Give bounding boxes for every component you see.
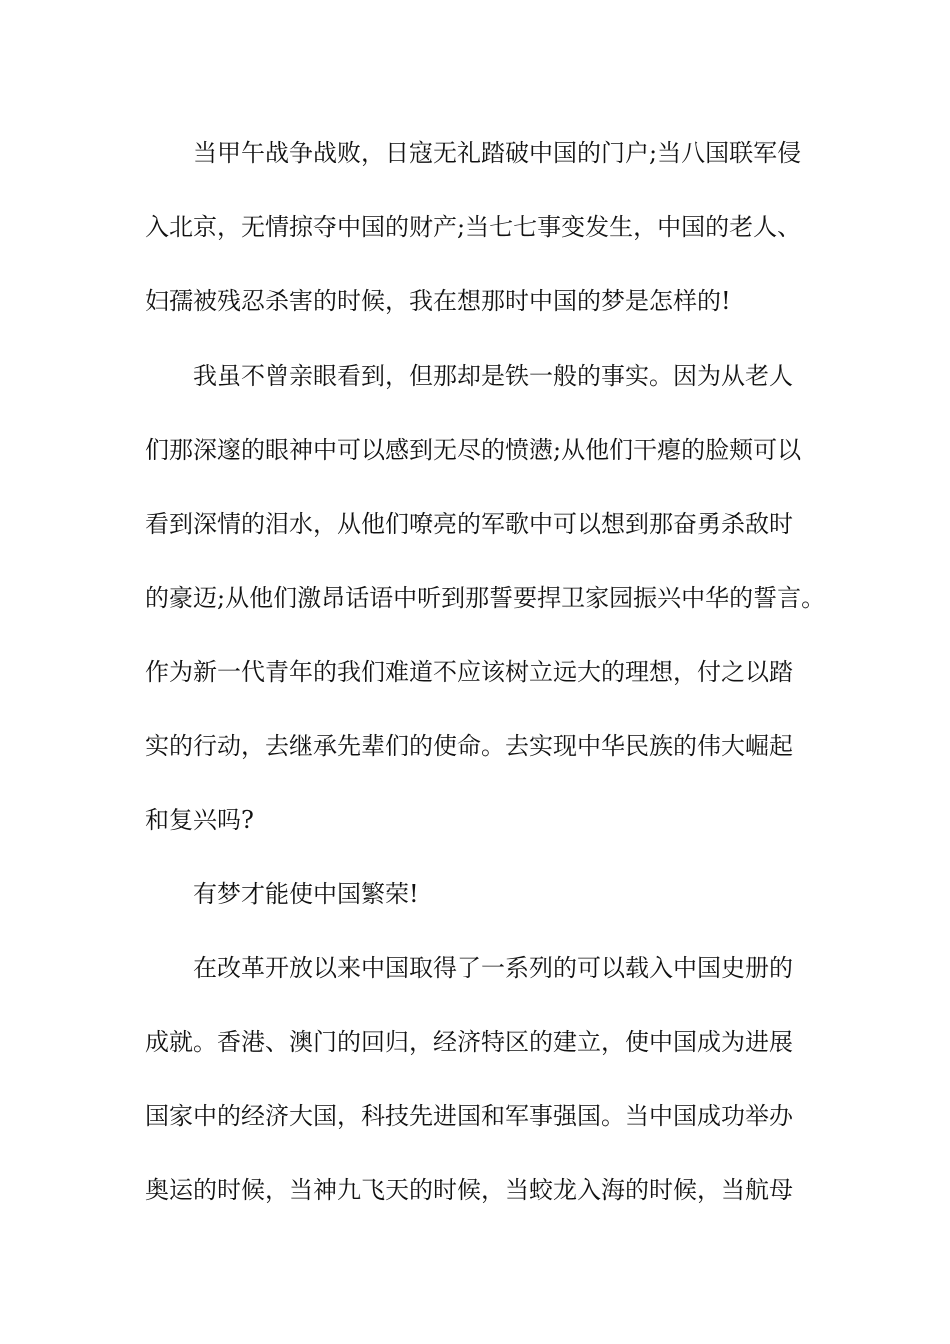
paragraph-line: 在改革开放以来中国取得了一系列的可以载入中国史册的 bbox=[193, 954, 793, 982]
paragraph-line: 成就。香港、澳门的回归，经济特区的建立，使中国成为进展 bbox=[145, 1028, 793, 1056]
paragraph-line: 入北京，无情掠夺中国的财产;当七七事变发生，中国的老人、 bbox=[145, 213, 802, 241]
paragraph-line: 妇孺被残忍杀害的时候，我在想那时中国的梦是怎样的! bbox=[145, 287, 731, 315]
paragraph-line: 和复兴吗? bbox=[145, 806, 254, 834]
paragraph-line: 奥运的时候，当神九飞天的时候，当蛟龙入海的时候，当航母 bbox=[145, 1176, 793, 1204]
paragraph-line: 当甲午战争战败，日寇无礼踏破中国的门户;当八国联军侵 bbox=[193, 139, 802, 167]
paragraph-line: 作为新一代青年的我们难道不应该树立远大的理想，付之以踏 bbox=[145, 658, 793, 686]
paragraph-line: 有梦才能使中国繁荣! bbox=[193, 880, 419, 908]
paragraph-line: 的豪迈;从他们激昂话语中听到那誓要捍卫家园振兴中华的誓言。 bbox=[145, 584, 826, 612]
paragraph-line: 实的行动，去继承先辈们的使命。去实现中华民族的伟大崛起 bbox=[145, 732, 793, 760]
paragraph-line: 国家中的经济大国，科技先进国和军事强国。当中国成功举办 bbox=[145, 1102, 793, 1130]
paragraph-line: 看到深情的泪水，从他们嘹亮的军歌中可以想到那奋勇杀敌时 bbox=[145, 510, 793, 538]
paragraph-line: 们那深邃的眼神中可以感到无尽的愤懑;从他们干瘪的脸颊可以 bbox=[145, 436, 802, 464]
paragraph-line: 我虽不曾亲眼看到，但那却是铁一般的事实。因为从老人 bbox=[193, 362, 793, 390]
